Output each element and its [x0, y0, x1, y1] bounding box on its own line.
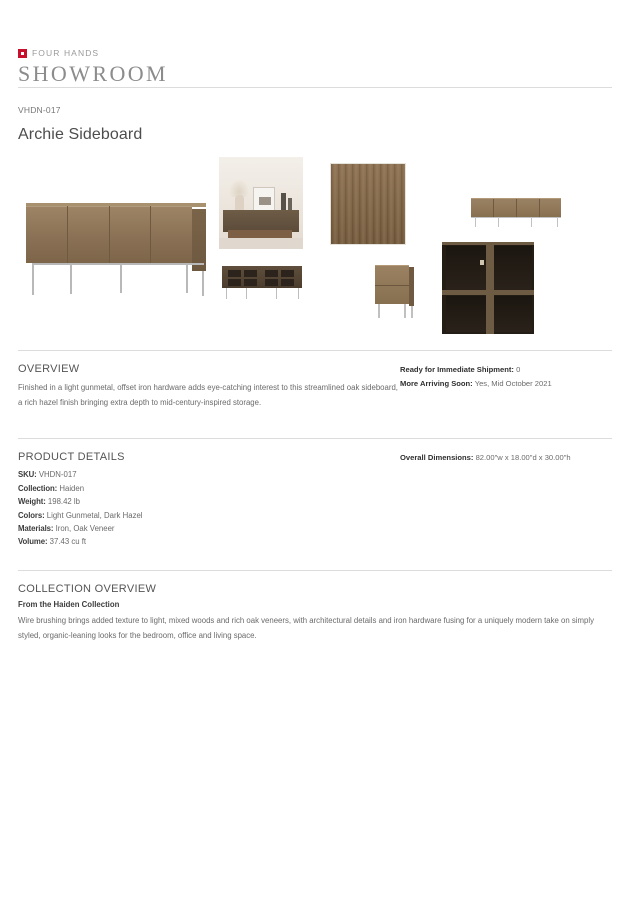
detail-label: Colors:	[18, 510, 45, 520]
product-sku: VHDN-017	[18, 105, 61, 115]
availability-value: Yes, Mid October 2021	[474, 378, 552, 388]
detail-row-weight	[18, 495, 398, 508]
brand-header	[18, 0, 612, 58]
product-gallery	[18, 154, 612, 340]
detail-label: SKU:	[18, 470, 37, 480]
availability-value: 0	[516, 365, 521, 374]
page-title: SHOWROOM	[18, 61, 168, 86]
overview-title: OVERVIEW	[18, 363, 80, 375]
room-scene-image[interactable]	[219, 157, 303, 249]
dimensions-value: 82.00"w x 18.00"d x 30.00"h	[475, 453, 571, 463]
overview-section	[18, 351, 612, 410]
dimensions-label: Overall Dimensions:	[400, 453, 474, 463]
collection-overview-section	[18, 571, 612, 643]
header-divider	[18, 87, 612, 88]
detail-row-sku	[18, 468, 398, 481]
hero-sideboard-image[interactable]	[18, 154, 218, 304]
availability-label: Ready for Immediate Shipment:	[400, 365, 514, 374]
dimensions-row	[400, 451, 630, 465]
availability-row	[400, 363, 630, 377]
collection-subtitle: From the Haiden Collection	[18, 599, 120, 609]
product-details-title: PRODUCT DETAILS	[18, 451, 125, 464]
wood-swatch-image[interactable]	[330, 163, 406, 245]
product-details-section	[18, 439, 612, 548]
detail-value: Haiden	[59, 483, 85, 493]
nightstand-image[interactable]	[370, 261, 416, 321]
interior-detail-image[interactable]	[442, 242, 534, 334]
square-logo-icon	[18, 49, 27, 58]
detail-row-materials	[18, 522, 398, 535]
detail-value: VHDN-017	[38, 470, 77, 480]
availability-block	[400, 363, 630, 390]
detail-label: Collection:	[18, 483, 58, 493]
detail-label: Weight:	[18, 497, 46, 507]
detail-value: 37.43 cu ft	[49, 537, 87, 547]
detail-value: Light Gunmetal, Dark Hazel	[46, 510, 143, 520]
availability-row	[400, 377, 630, 391]
detail-label: Volume:	[18, 537, 48, 547]
availability-label: More Arriving Soon:	[400, 378, 473, 388]
collection-body: Wire brushing brings added texture to light, mixed woods and rich oak veneers, with architectural details and iron hardware fusing for a uniquely modern take on simply styled, organic-leaning looks for the bedroom, office and living space.	[18, 615, 594, 641]
detail-row-collection	[18, 482, 398, 495]
detail-row-volume	[18, 535, 398, 548]
detail-value: 198.42 lb	[47, 497, 81, 507]
overview-body: Finished in a light gunmetal, offset iron hardware adds eye-catching interest to this streamlined oak sideboard, a rich hazel finish bringing extra depth to mid-century-inspired storage.	[18, 383, 398, 408]
detail-row-colors	[18, 509, 398, 522]
dimensions-block	[400, 451, 630, 465]
collection-overview-title: COLLECTION OVERVIEW	[18, 582, 157, 595]
mini-sideboard-image[interactable]	[468, 192, 568, 234]
product-title: Archie Sideboard	[18, 126, 143, 143]
detail-value: Iron, Oak Veneer	[55, 524, 115, 534]
brand-name: FOUR HANDS	[32, 48, 100, 58]
media-console-image[interactable]	[220, 262, 304, 306]
detail-label: Materials:	[18, 524, 54, 534]
